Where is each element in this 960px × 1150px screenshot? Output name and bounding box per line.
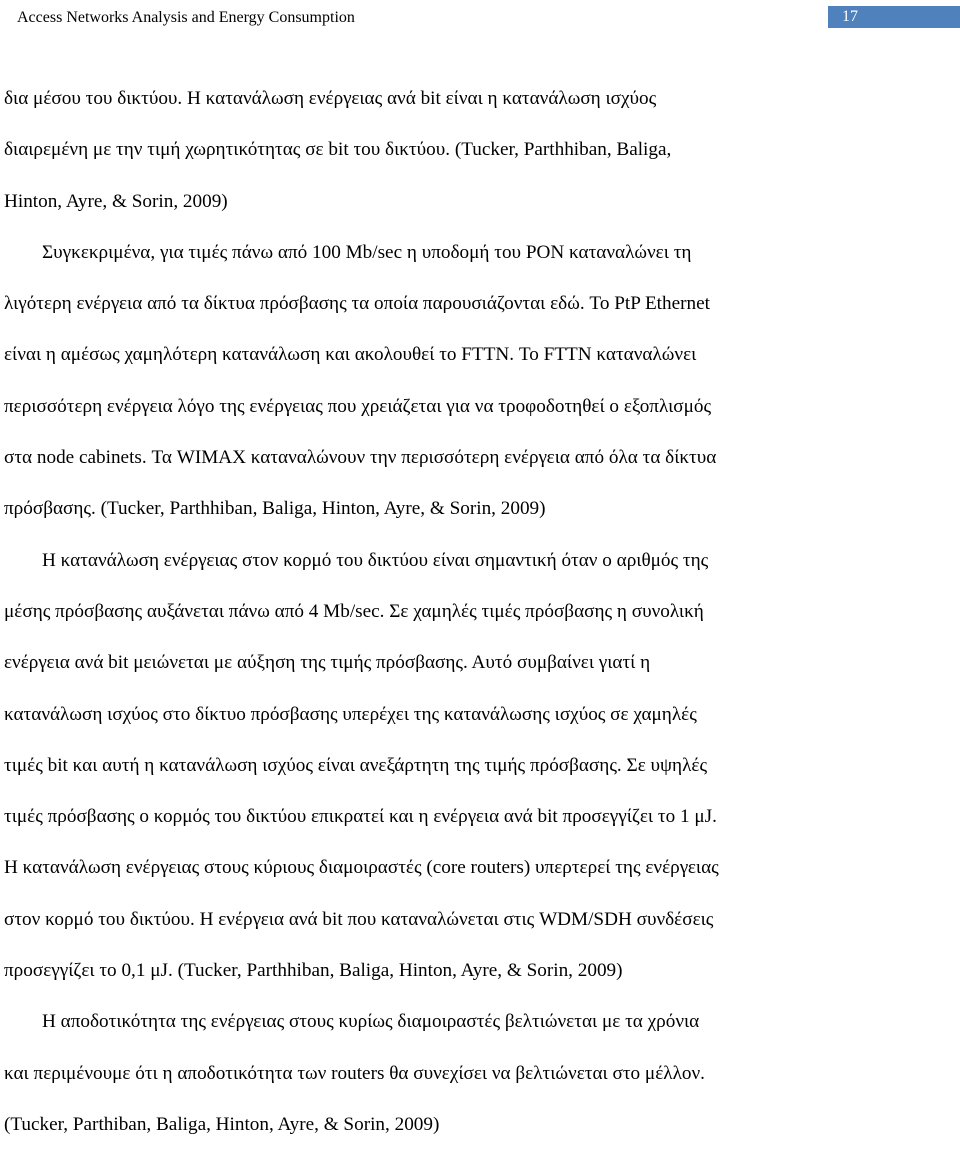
- page-number-badge: 17: [828, 6, 960, 28]
- body-line: στον κορμό του δικτύου. Η ενέργεια ανά bit που καταναλώνεται στις WDM/SDH συνδέσεις: [4, 908, 714, 930]
- body-line: ενέργεια ανά bit μειώνεται με αύξηση της τιμής πρόσβασης. Αυτό συμβαίνει γιατί η: [4, 652, 651, 674]
- body-line: τιμές πρόσβασης ο κορμός του δικτύου επικρατεί και η ενέργεια ανά bit προσεγγίζει το 1 μJ.: [4, 806, 717, 828]
- body-line: περισσότερη ενέργεια λόγο της ενέργειας που χρειάζεται για να τροφοδοτηθεί ο εξοπλισμός: [4, 395, 712, 417]
- body-line: στα node cabinets. Τα WIMAX καταναλώνουν την περισσότερη ενέργεια από όλα τα δίκτυα: [4, 447, 717, 469]
- body-line: Η κατανάλωση ενέργειας στους κύριους διαμοιραστές (core routers) υπερτερεί της ενέργειας: [4, 857, 719, 879]
- paragraph-first-line: Συγκεκριμένα, για τιμές πάνω από 100 Mb/sec η υποδομή του PON καταναλώνει τη: [42, 241, 692, 263]
- body-line: τιμές bit και αυτή η κατανάλωση ισχύος είναι ανεξάρτητη της τιμής πρόσβασης. Σε υψηλές: [4, 754, 708, 776]
- body-line: λιγότερη ενέργεια από τα δίκτυα πρόσβασης τα οποία παρουσιάζονται εδώ. To PtP Ethernet: [4, 293, 710, 315]
- document-body: [4, 73, 954, 1150]
- running-header-title: Access Networks Analysis and Energy Consumption: [17, 9, 355, 26]
- paragraph-first-line: Η αποδοτικότητα της ενέργειας στους κυρίως διαμοιραστές βελτιώνεται με τα χρόνια: [42, 1011, 700, 1033]
- body-line: κατανάλωση ισχύος στο δίκτυο πρόσβασης υπερέχει της κατανάλωσης ισχύος σε χαμηλές: [4, 703, 697, 725]
- paragraph-first-line: Η κατανάλωση ενέργειας στον κορμό του δικτύου είναι σημαντική όταν ο αριθμός της: [42, 549, 709, 571]
- body-line: προσεγγίζει το 0,1 μJ. (Tucker, Parthhiban, Baliga, Hinton, Ayre, & Sorin, 2009): [4, 960, 623, 982]
- page-header: [0, 0, 960, 36]
- body-line: και περιμένουμε ότι η αποδοτικότητα των routers θα συνεχίσει να βελτιώνεται στο μέλλον.: [4, 1062, 705, 1084]
- body-line: μέσης πρόσβασης αυξάνεται πάνω από 4 Mb/sec. Σε χαμηλές τιμές πρόσβασης η συνολική: [4, 600, 704, 622]
- body-line: πρόσβασης. (Tucker, Parthhiban, Baliga, Hinton, Ayre, & Sorin, 2009): [4, 498, 546, 520]
- body-line: (Tucker, Parthiban, Baliga, Hinton, Ayre, & Sorin, 2009): [4, 1113, 440, 1135]
- body-line: Hinton, Ayre, & Sorin, 2009): [4, 190, 228, 212]
- body-line: δια μέσου του δικτύου. Η κατανάλωση ενέργειας ανά bit είναι η κατανάλωση ισχύος: [4, 88, 657, 109]
- body-line: διαιρεμένη με την τιμή χωρητικότητας σε bit του δικτύου. (Tucker, Parthhiban, Baliga,: [4, 139, 672, 161]
- body-line: είναι η αμέσως χαμηλότερη κατανάλωση και ακολουθεί το FTTN. Το FTTN καταναλώνει: [4, 344, 697, 366]
